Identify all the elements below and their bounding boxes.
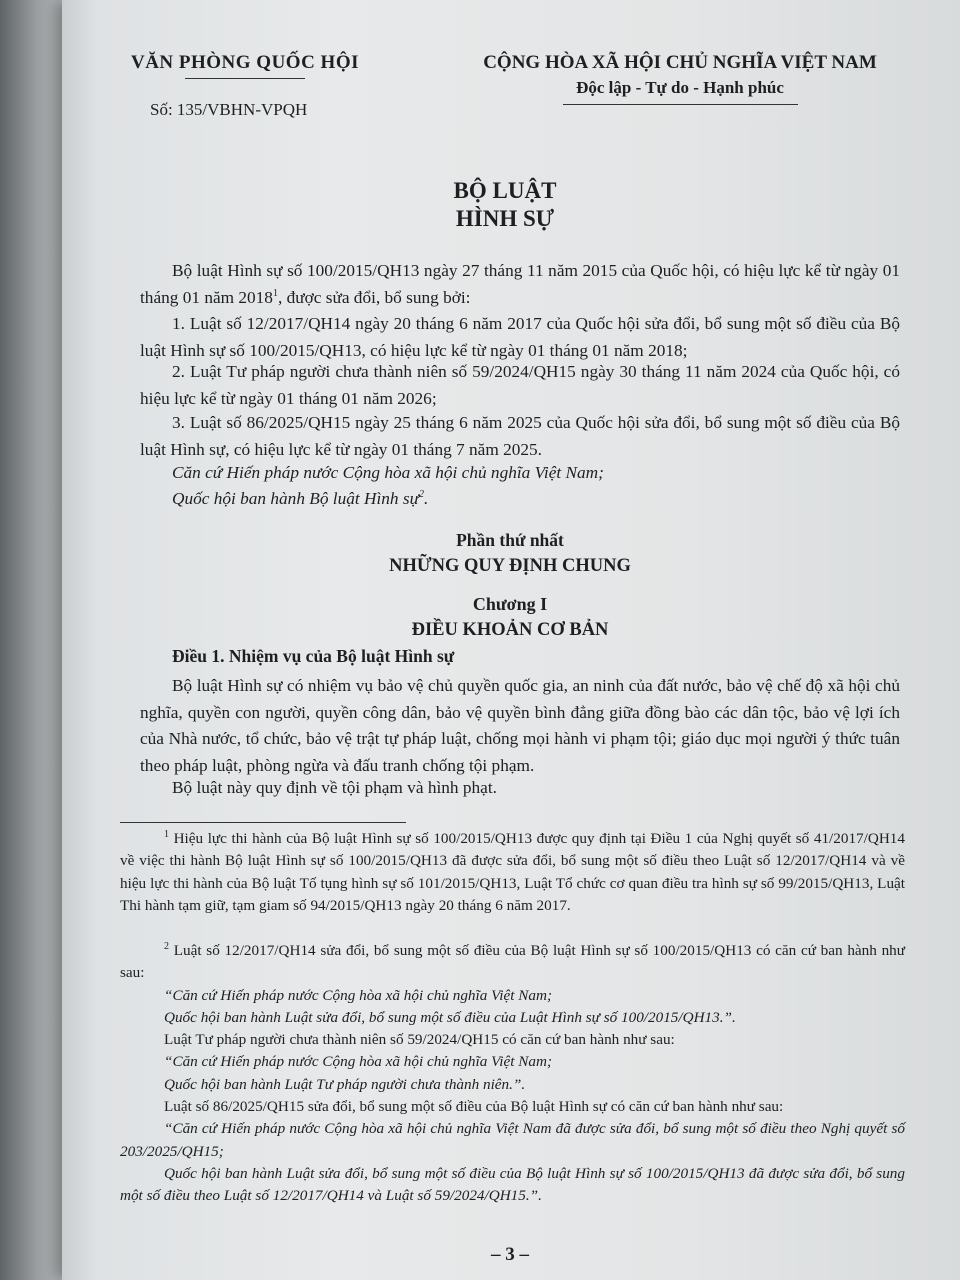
footnote-2: $^2$ Luật số 12/2017/QH14 sửa đổi, bổ sung một số điều của Bộ luật Hình sự số 100/2015/QH13 có căn cứ ban hành như sau: “Căn cứ Hiến pháp nước Cộng hòa xã hội chủ nghĩa Việt Nam; Quốc hội ban hành Luật sửa đổi, bổ sung một số điều của Luật Hình sự số 100/2015/QH13.”. Luật Tư pháp người chưa thành niên số 59/2024/QH15 có căn cứ ban hành như sau: “Căn cứ Hiến pháp nước Cộng hòa xã hội chủ nghĩa Việt Nam; Quốc hội ban hành Luật Tư pháp người chưa thành niên.”. Luật số 86/2025/QH15 sửa đổi, bổ sung một số điều của Bộ luật Hình sự có căn cứ ban hành như sau: “Căn cứ Hiến pháp nước Cộng hòa xã hội chủ nghĩa Việt Nam đã được sửa đổi, bổ sung một số điều theo Nghị quyết số 203/2025/QH15; Quốc hội ban hành Luật sửa đổi, bổ sung một số điều của Bộ luật Hình sự số 100/2015/QH13 đã được sửa đổi, bổ sung một số điều theo Luật số 12/2017/QH14 và Luật số 59/2024/QH15.”. [120, 940, 905, 1208]
footnote-2-line-2: Luật Tư pháp người chưa thành niên số 59/2024/QH15 có căn cứ ban hành như sau: [164, 1031, 675, 1049]
footnote-2-quote-2: Quốc hội ban hành Luật sửa đổi, bổ sung một số điều của Luật Hình sự số 100/2015/QH13.”. [164, 1008, 736, 1026]
amendment-item-2: 2. Luật Tư pháp người chưa thành niên số 59/2024/QH15 ngày 30 tháng 11 năm 2024 của Quốc hội, có hiệu lực kể từ ngày 01 tháng 01 năm 2026; [140, 362, 900, 408]
page-number: – 3 – [491, 1244, 529, 1265]
document-number: Số: 135/VBHN-VPQH [150, 100, 308, 119]
national-title: CỘNG HÒA XÃ HỘI CHỦ NGHĨA VIỆT NAM [483, 52, 877, 73]
footnote-separator [120, 822, 406, 823]
legal-basis-1: Căn cứ Hiến pháp nước Cộng hòa xã hội chủ nghĩa Việt Nam; [172, 463, 604, 482]
document-title-line1: BỘ LUẬT [453, 178, 557, 203]
footnote-1: $^1$ Hiệu lực thi hành của Bộ luật Hình sự số 100/2015/QH13 được quy định tại Điều 1 của Nghị quyết số 41/2017/QH14 về việc thi hành Bộ luật Hình sự số 100/2015/QH13 đã được sửa đổi, bổ sung một số điều theo Luật số 12/2017/QH14 và về hiệu lực thi hành của Bộ luật Tố tụng hình sự số 101/2015/QH13, Luật Tổ chức cơ quan điều tra hình sự số 99/2015/QH13, Luật Thi hành tạm giữ, tạm giam số 94/2015/QH13 ngày 20 tháng 6 năm 2017. [120, 828, 905, 914]
part-label: Phần thứ nhất [456, 530, 564, 550]
document-title-line2: HÌNH SỰ [455, 206, 555, 231]
footnote-2-quote-1: “Căn cứ Hiến pháp nước Cộng hòa xã hội chủ nghĩa Việt Nam; [164, 986, 553, 1004]
footnote-ref-2[interactable]: 2 [419, 489, 425, 501]
amendment-item-1: 1. Luật số 12/2017/QH14 ngày 20 tháng 6 năm 2017 của Quốc hội sửa đổi, bổ sung một số điều của Bộ luật Hình sự số 100/2015/QH13, có hiệu lực kể từ ngày 01 tháng 01 năm 2018; [140, 314, 900, 360]
amendment-item-3: 3. Luật số 86/2025/QH15 ngày 25 tháng 6 năm 2025 của Quốc hội sửa đổi, bổ sung một số điều của Bộ luật Hình sự, có hiệu lực kể từ ngày 01 tháng 7 năm 2025. [140, 413, 900, 459]
footnote-2-quote-5: “Căn cứ Hiến pháp nước Cộng hòa xã hội chủ nghĩa Việt Nam đã được sửa đổi, bổ sung một số điều theo Nghị quyết số 203/2025/QH15; [120, 1120, 905, 1160]
footnote-2-quote-4: Quốc hội ban hành Luật Tư pháp người chưa thành niên.”. [164, 1075, 526, 1093]
article-1-heading: Điều 1. Nhiệm vụ của Bộ luật Hình sự [172, 646, 455, 666]
motto-underline [563, 104, 798, 105]
footnote-ref-1[interactable]: 1 [272, 287, 278, 299]
footnote-2-line-3: Luật số 86/2025/QH15 sửa đổi, bổ sung một số điều của Bộ luật Hình sự có căn cứ ban hành như sau: [164, 1098, 784, 1116]
national-motto: Độc lập - Tự do - Hạnh phúc [576, 78, 784, 97]
article-1-paragraph-1: Bộ luật Hình sự có nhiệm vụ bảo vệ chủ quyền quốc gia, an ninh của đất nước, bảo vệ chế độ xã hội chủ nghĩa, quyền con người, quyền công dân, bảo vệ quyền bình đẳng giữa đồng bào các dân tộc, bảo vệ lợi ích của Nhà nước, tổ chức, bảo vệ trật tự pháp luật, chống mọi hành vi phạm tội; giáo dục mọi người ý thức tuân theo pháp luật, phòng ngừa và đấu tranh chống tội phạm. [140, 676, 900, 775]
footnote-2-quote-3: “Căn cứ Hiến pháp nước Cộng hòa xã hội chủ nghĩa Việt Nam; [164, 1053, 553, 1071]
issuing-agency: VĂN PHÒNG QUỐC HỘI [130, 52, 360, 73]
article-1-paragraph-2: Bộ luật này quy định về tội phạm và hình phạt. [172, 778, 497, 797]
chapter-label: Chương I [472, 594, 548, 614]
agency-underline [185, 78, 305, 79]
book-gutter [0, 0, 62, 1280]
intro-paragraph: Bộ luật Hình sự số 100/2015/QH13 ngày 27 tháng 11 năm 2015 của Quốc hội, có hiệu lực kể từ ngày 01 tháng 01 năm 2018$^1$, được sửa đổi, bổ sung bởi: [140, 261, 900, 307]
part-name: NHỮNG QUY ĐỊNH CHUNG [389, 556, 631, 576]
footnote-2-quote-6: Quốc hội ban hành Luật sửa đổi, bổ sung một số điều của Bộ luật Hình sự số 100/2015/QH13 đã được sửa đổi, bổ sung một số điều theo Luật số 12/2017/QH14 và Luật số 59/2024/QH15.”. [120, 1164, 905, 1205]
national-title-block [465, 52, 895, 105]
chapter-name: ĐIỀU KHOẢN CƠ BẢN [411, 620, 609, 640]
issuing-agency-block [130, 52, 360, 119]
legal-basis-2: Quốc hội ban hành Bộ luật Hình sự$^2$. [172, 489, 429, 508]
